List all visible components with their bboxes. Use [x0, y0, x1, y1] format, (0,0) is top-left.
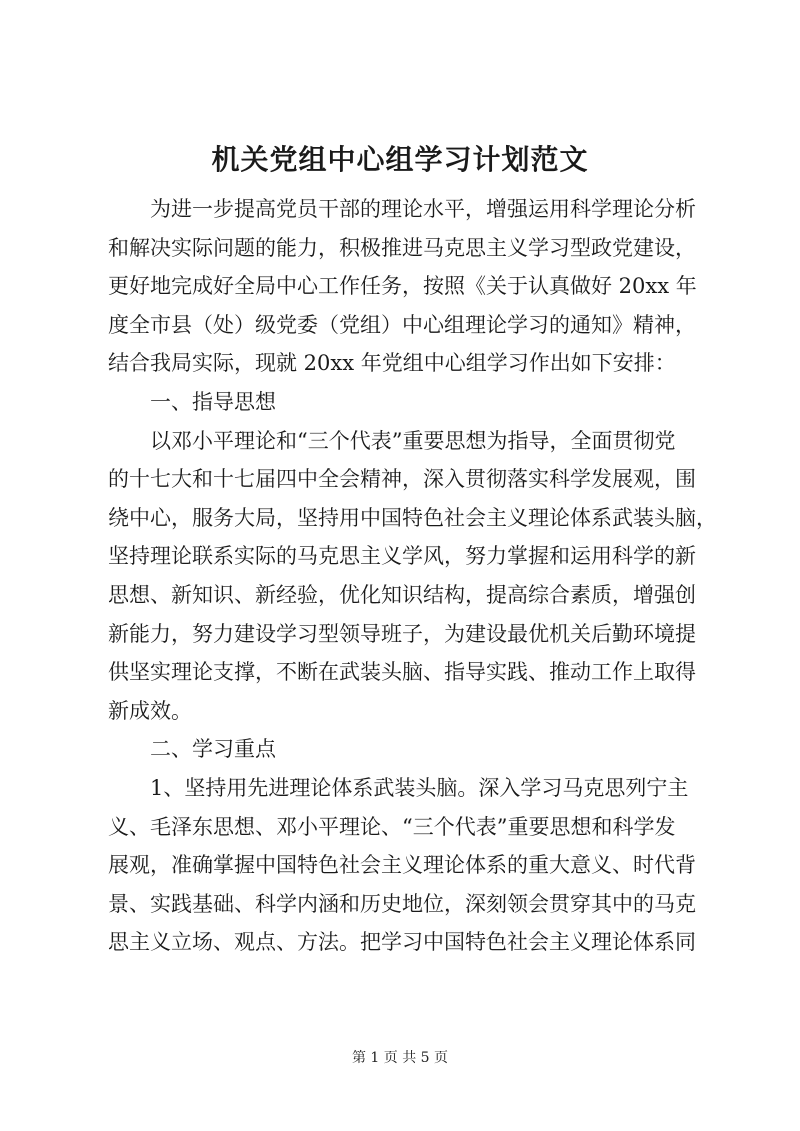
paragraph-line: 的十七大和十七届四中全会精神，深入贯彻落实科学发展观，围: [108, 467, 696, 492]
document-title: 机关党组中心组学习计划范文: [211, 143, 589, 176]
page-footer: 第 1 页 共 5 页: [351, 1050, 449, 1066]
paragraph-line: 新能力，努力建设学习型领导班子，为建设最优机关后勤环境提: [108, 621, 696, 646]
paragraph-line: 展观，准确掌握中国特色社会主义理论体系的重大意义、时代背: [108, 853, 696, 878]
paragraph-line: 以邓小平理论和“三个代表”重要思想为指导，全面贯彻党: [150, 428, 676, 453]
section-heading: 二、学习重点: [150, 737, 276, 762]
paragraph-line: 景、实践基础、科学内涵和历史地位，深刻领会贯穿其中的马克: [108, 891, 696, 916]
paragraph-line: 度全市县（处）级党委（党组）中心组理论学习的通知》精神，: [108, 312, 696, 337]
section-heading: 一、指导思想: [150, 389, 276, 414]
document-body: [108, 190, 717, 962]
paragraph-line: 新成效。: [108, 698, 192, 723]
paragraph-line: 坚持理论联系实际的马克思主义学风，努力掌握和运用科学的新: [108, 544, 696, 569]
paragraph-line: 1、坚持用先进理论体系武装头脑。深入学习马克思列宁主: [150, 775, 689, 800]
paragraph-line: 结合我局实际，现就 20xx 年党组中心组学习作出如下安排：: [108, 351, 676, 376]
paragraph-line: 更好地完成好全局中心工作任务，按照《关于认真做好 20xx 年: [108, 274, 697, 299]
paragraph-line: 义、毛泽东思想、邓小平理论、“三个代表”重要思想和科学发: [108, 814, 676, 839]
paragraph-line: 为进一步提高党员干部的理论水平，增强运用科学理论分析: [150, 197, 696, 221]
paragraph-line: 思主义立场、观点、方法。把学习中国特色社会主义理论体系同: [108, 930, 696, 955]
paragraph-line: 绕中心，服务大局，坚持用中国特色社会主义理论体系武装头脑，: [108, 505, 717, 530]
paragraph-line: 供坚实理论支撑，不断在武装头脑、指导实践、推动工作上取得: [108, 660, 696, 685]
paragraph-line: 和解决实际问题的能力，积极推进马克思主义学习型政党建设，: [108, 235, 696, 260]
paragraph-line: 思想、新知识、新经验，优化知识结构，提高综合素质，增强创: [108, 582, 696, 607]
